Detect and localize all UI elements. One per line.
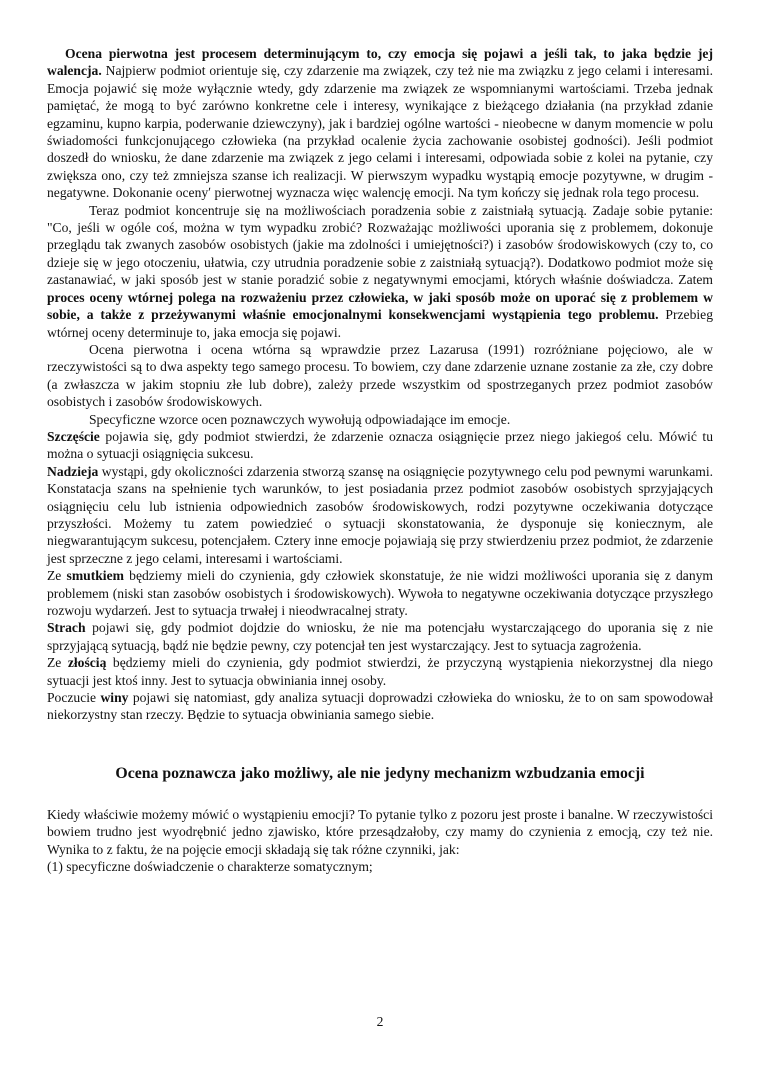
paragraph-emotion-definition: Kiedy właściwie możemy mówić o wystąpieniu emocji? To pytanie tylko z pozoru jest proste i banalne. W rzeczywistości bowiem trudno jest wyodrębnić jedno zjawisko, które przesądzałoby, czy mamy do czynienia z emocją, czy też nie. Wynika to z faktu, że na pojęcie emocji składają się tak różne czynniki, jak:: [47, 806, 713, 857]
paragraph-anger: Ze złością będziemy mieli do czynienia, gdy podmiot stwierdzi, że przyczyną wystąpienia niekorzystnej dla niego sytuacji jest ktoś inny. Jest to sytuacja obwiniania innej osoby.: [47, 655, 713, 688]
term-anger: złością: [67, 655, 107, 671]
section-heading: Ocena poznawcza jako możliwy, ale nie jedyny mechanizm wzbudzania emocji: [115, 764, 645, 782]
paragraph-primary-appraisal: Ocena pierwotna jest procesem determinującym to, czy emocja się pojawi a jeśli tak, to jaka będzie jej walencja. Najpierw podmiot orientuje się, czy zdarzenie ma związek, czy też nie ma związku z jego celami i interesami. Emocja pojawić się może wyłącznie wtedy, gdy zdarzenie ma związek ze wspomnianymi wartościami. Trzeba jednak pamiętać, że mogą to być zarówno konkretne cele i interesy, wynikające z bieżącego działania (na przykład zdanie egzaminu, kupno karpia, poderwanie dziewczyny), jak i bardziej ogólne wartości - nieobecne w danym momencie w polu świadomości funkcjonującego człowieka (na przykład ocalenie życia zachowanie osobistej godności). Jeśli podmiot doszedł do wniosku, że dane zdarzenie ma związek z jego celami i interesami, odpowiada sobie z kolei na pytanie, czy zwiększa ono, czy też zmniejsza szanse ich realizacji. W pierwszym wypadku wystąpią emocje pozytywne, w drugim - negatywne. Dokonanie ocenyʹ pierwotnej wyznacza więc walencję emocji. Na tym kończy się jednak rola tego procesu.: [47, 46, 713, 201]
paragraph-happiness: Szczęście pojawia się, gdy podmiot stwierdzi, że zdarzenie oznacza osiągnięcie przez niego jakiegoś celu. Mówić tu można o sytuacji osiągnięcia sukcesu.: [47, 428, 713, 462]
paragraph-lazarus: Ocena pierwotna i ocena wtórna są wprawdzie przez Lazarusa (1991) rozróżniane pojęciowo, ale w rzeczywistości są to dwa aspekty tego samego procesu. To bowiem, czy dane zdarzenie uznane zostanie za złe, czy dobre (a zwłaszcza w jakim stopniu złe lub dobre), zależy przede wszystkim od spostrzeganych przez podmiot zasobów osobistych i zasobów środowiskowych.: [47, 341, 713, 410]
bold-phrase: proces oceny wtórnej polega na rozważeniu przez człowieka, w jaki sposób może on uporać się z problemem w sobie, a także z przeżywanymi właśnie emocjonalnymi konsekwencjami wystąpienia tego problemu.: [47, 289, 713, 323]
term-guilt: winy: [100, 690, 129, 706]
document-page: [47, 45, 713, 875]
page-number: 2: [376, 1014, 384, 1029]
paragraph-fear: Strach pojawi się, gdy podmiot dojdzie do wniosku, że nie ma potencjału wystarczającego do uporania się z nie sprzyjającą sytuacją, bądź nie będzie pewny, czy potencjał ten jest wystarczający. Jest to sytuacja zagrożenia.: [47, 620, 713, 653]
paragraph-guilt: Poczucie winy pojawi się natomiast, gdy analiza sytuacji doprowadzi człowieka do wniosku, że to on sam spowodował niekorzystny stan rzeczy. Będzie to sytuacja obwiniania samego siebie.: [47, 690, 714, 723]
term-fear: Strach: [47, 620, 86, 636]
list-item-somatic: (1) specyficzne doświadczenie o charakterze somatycznym;: [47, 859, 373, 875]
paragraph-hope: Nadzieja wystąpi, gdy okoliczności zdarzenia stworzą szansę na osiągnięcie pozytywnego celu pod pewnymi warunkami. Konstatacja szans na spełnienie tych warunków, to jest posiadania przez podmiot zasobów osobistych sprzyjających osiągnięciu celu lub istnienia odpowiednich zasobów środowiskowych, rodzi pozytywne oczekiwania dotyczące przyszłości. Możemy tu zatem powiedzieć o sytuacji skonstatowania, że dysponuje się koniecznym, ale niegwarantującym sukcesu, potencjałem. Cztery inne emocje pojawiają się przy stwierdzeniu przez podmiot, że zdarzenie jest sprzeczne z jego celami, interesami i wartościami.: [47, 463, 713, 566]
paragraph-sadness: Ze smutkiem będziemy mieli do czynienia, gdy człowiek skonstatuje, że nie widzi możliwości uporania się z danym problemem (niski stan zasobów osobistych i środowiskowych). Wywoła to negatywne oczekiwania dotyczące przyszłego rozwoju wydarzeń. Jest to sytuacja trwałej i nieodwracalnej straty.: [47, 568, 713, 618]
paragraph-patterns: Specyficzne wzorce ocen poznawczych wywołują odpowiadające im emocje.: [89, 411, 511, 427]
term-sadness: smutkiem: [66, 568, 124, 584]
term-happiness: Szczęście: [47, 428, 100, 444]
term-hope: Nadzieja: [47, 463, 99, 479]
bold-phrase: Ocena pierwotna jest procesem determinującym to, czy emocja się pojawi a jeśli tak, to jaka będzie jej walencja.: [47, 46, 713, 79]
paragraph-secondary-appraisal: Teraz podmiot koncentruje się na możliwościach poradzenia sobie z zaistniałą sytuacją. Zadaje sobie pytanie: "Co, jeśli w ogóle coś, można w tym wypadku zrobić? Rozważając możliwości uporania się z problemem, dokonuje przeglądu tak zwanych zasobów osobistych (jakie ma zdolności i umiejętności?) i zasobów środowiskowych (czy to, co dzieje się w jego otoczeniu, ułatwia, czy utrudnia poradzenie sobie z zaistniałą sytuacją?). Dodatkowo podmiot może się zastanawiać, w jaki sposób jest w stanie poradzić sobie z negatywnymi emocjami, których właśnie doświadcza. Zatem proces oceny wtórnej polega na rozważeniu przez człowieka, w jaki sposób może on uporać się z problemem w sobie, a także z przeżywanymi właśnie emocjonalnymi konsekwencjami wystąpienia tego problemu. Przebieg wtórnej oceny determinuje to, jaka emocja się pojawi.: [47, 202, 713, 340]
